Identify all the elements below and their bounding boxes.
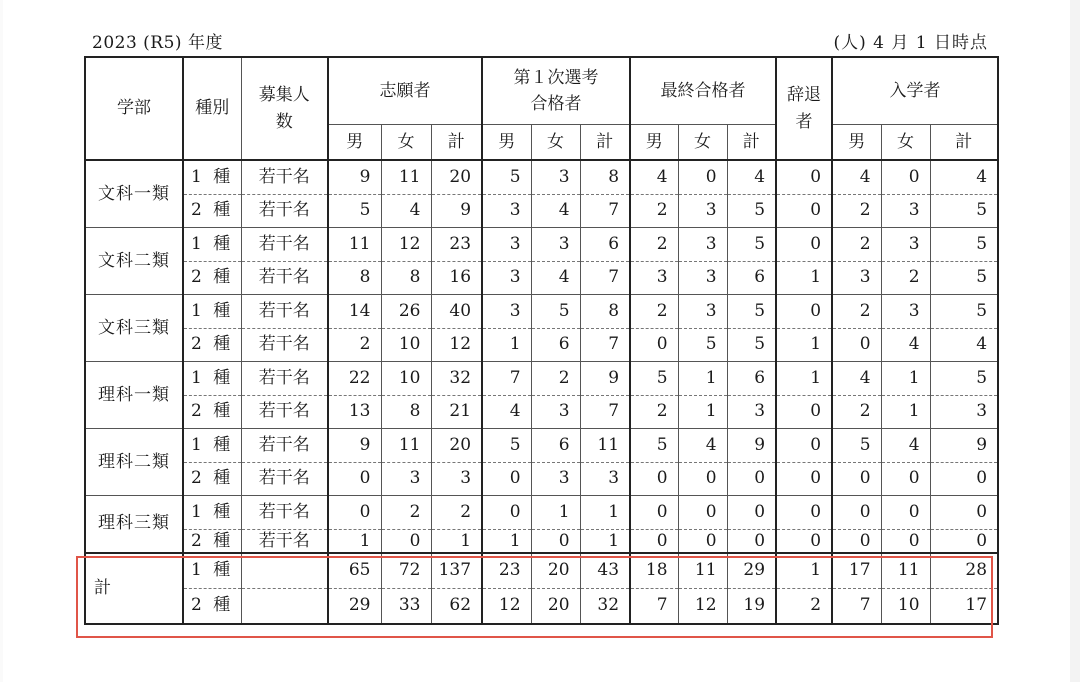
table-row [85, 429, 998, 463]
cell-final-pass-male: 18 [630, 553, 678, 589]
cell-first-pass-male: 5 [482, 160, 531, 194]
cell-final-pass-total: 6 [727, 261, 776, 295]
cell-final-pass-total: 0 [727, 462, 776, 496]
cell-applicants-male: 1 [328, 529, 381, 553]
admissions-table [84, 56, 999, 625]
cell-final-pass-female: 3 [678, 228, 727, 262]
cell-enrolled-male: 2 [832, 395, 881, 429]
cell-enrolled-female: 11 [881, 553, 930, 589]
row-type: 2 種 [183, 395, 241, 429]
subheader-enrolled-total: 計 [930, 125, 998, 161]
cell-declined: 1 [776, 261, 832, 295]
subheader-first-pass-male: 男 [482, 125, 531, 161]
row-type: 2 種 [183, 328, 241, 362]
cell-enrolled-female: 3 [881, 194, 930, 228]
cell-applicants-total: 40 [431, 295, 482, 329]
cell-applicants-female: 2 [381, 496, 431, 530]
cell-final-pass-total: 0 [727, 496, 776, 530]
table-row [85, 261, 998, 295]
cell-enrolled-male: 7 [832, 588, 881, 624]
row-type: 1 種 [183, 553, 241, 589]
cell-first-pass-total: 8 [580, 160, 630, 194]
cell-final-pass-female: 3 [678, 295, 727, 329]
cell-first-pass-female: 20 [531, 588, 580, 624]
cell-applicants-male: 2 [328, 328, 381, 362]
row-type: 2 種 [183, 529, 241, 553]
cell-applicants-female: 33 [381, 588, 431, 624]
fiscal-year-label: 2023 (R5) 年度 [92, 33, 223, 53]
cell-first-pass-male: 4 [482, 395, 531, 429]
cell-first-pass-female: 4 [531, 261, 580, 295]
cell-applicants-male: 13 [328, 395, 381, 429]
row-quota: 若干名 [241, 228, 328, 262]
cell-first-pass-male: 23 [482, 553, 531, 589]
cell-applicants-male: 65 [328, 553, 381, 589]
row-type: 1 種 [183, 160, 241, 194]
cell-enrolled-total: 5 [930, 295, 998, 329]
cell-enrolled-total: 3 [930, 395, 998, 429]
cell-declined: 0 [776, 529, 832, 553]
faculty-name: 文科一類 [85, 160, 183, 228]
cell-enrolled-total: 9 [930, 429, 998, 463]
cell-first-pass-male: 1 [482, 529, 531, 553]
row-quota: 若干名 [241, 529, 328, 553]
cell-applicants-total: 137 [431, 553, 482, 589]
cell-enrolled-female: 2 [881, 261, 930, 295]
cell-enrolled-female: 0 [881, 160, 930, 194]
cell-declined: 1 [776, 328, 832, 362]
cell-first-pass-female: 0 [531, 529, 580, 553]
row-quota: 若干名 [241, 194, 328, 228]
cell-enrolled-male: 0 [832, 496, 881, 530]
cell-final-pass-male: 0 [630, 529, 678, 553]
cell-applicants-total: 23 [431, 228, 482, 262]
cell-first-pass-total: 7 [580, 261, 630, 295]
total-row [85, 553, 998, 589]
faculty-name: 文科二類 [85, 228, 183, 295]
cell-declined: 0 [776, 496, 832, 530]
row-quota: 若干名 [241, 261, 328, 295]
row-quota: 若干名 [241, 496, 328, 530]
row-type: 1 種 [183, 362, 241, 396]
subheader-enrolled-female: 女 [881, 125, 930, 161]
cell-final-pass-female: 1 [678, 362, 727, 396]
subheader-applicants-male: 男 [328, 125, 381, 161]
cell-enrolled-total: 0 [930, 529, 998, 553]
cell-final-pass-total: 5 [727, 295, 776, 329]
row-quota [241, 588, 328, 624]
cell-first-pass-total: 1 [580, 496, 630, 530]
cell-first-pass-male: 0 [482, 462, 531, 496]
cell-first-pass-female: 1 [531, 496, 580, 530]
cell-final-pass-male: 0 [630, 496, 678, 530]
cell-applicants-total: 62 [431, 588, 482, 624]
cell-applicants-male: 0 [328, 462, 381, 496]
cell-first-pass-total: 32 [580, 588, 630, 624]
cell-final-pass-total: 19 [727, 588, 776, 624]
col-header-faculty: 学部 [85, 57, 183, 160]
cell-declined: 0 [776, 395, 832, 429]
cell-declined: 0 [776, 228, 832, 262]
cell-final-pass-female: 0 [678, 160, 727, 194]
cell-applicants-female: 11 [381, 429, 431, 463]
cell-enrolled-male: 4 [832, 160, 881, 194]
table-row [85, 529, 998, 553]
cell-applicants-male: 9 [328, 160, 381, 194]
page-edge-left [0, 0, 3, 682]
row-quota: 若干名 [241, 295, 328, 329]
cell-first-pass-female: 6 [531, 429, 580, 463]
cell-enrolled-total: 4 [930, 160, 998, 194]
cell-enrolled-female: 3 [881, 295, 930, 329]
cell-applicants-male: 9 [328, 429, 381, 463]
table-row [85, 228, 998, 262]
cell-first-pass-male: 1 [482, 328, 531, 362]
col-header-enrolled: 入学者 [832, 57, 998, 125]
row-quota [241, 553, 328, 589]
cell-applicants-total: 9 [431, 194, 482, 228]
cell-final-pass-female: 0 [678, 462, 727, 496]
table-row [85, 462, 998, 496]
table-row [85, 395, 998, 429]
cell-final-pass-female: 0 [678, 529, 727, 553]
cell-final-pass-female: 3 [678, 194, 727, 228]
cell-final-pass-female: 11 [678, 553, 727, 589]
table-row [85, 194, 998, 228]
row-type: 1 種 [183, 295, 241, 329]
cell-applicants-female: 0 [381, 529, 431, 553]
cell-enrolled-male: 2 [832, 194, 881, 228]
cell-declined: 0 [776, 160, 832, 194]
row-type: 2 種 [183, 588, 241, 624]
cell-enrolled-female: 10 [881, 588, 930, 624]
cell-declined: 0 [776, 194, 832, 228]
cell-declined: 1 [776, 362, 832, 396]
cell-final-pass-male: 0 [630, 328, 678, 362]
cell-final-pass-total: 4 [727, 160, 776, 194]
cell-final-pass-total: 29 [727, 553, 776, 589]
cell-declined: 1 [776, 553, 832, 589]
page-edge-right [1070, 0, 1080, 682]
cell-enrolled-female: 0 [881, 529, 930, 553]
cell-applicants-female: 72 [381, 553, 431, 589]
cell-applicants-male: 11 [328, 228, 381, 262]
cell-first-pass-total: 6 [580, 228, 630, 262]
subheader-first-pass-total: 計 [580, 125, 630, 161]
cell-enrolled-male: 5 [832, 429, 881, 463]
cell-enrolled-male: 0 [832, 529, 881, 553]
cell-final-pass-male: 7 [630, 588, 678, 624]
cell-applicants-female: 10 [381, 328, 431, 362]
table-row [85, 295, 998, 329]
subheader-applicants-female: 女 [381, 125, 431, 161]
cell-applicants-male: 8 [328, 261, 381, 295]
subheader-first-pass-female: 女 [531, 125, 580, 161]
col-header-final-pass: 最終合格者 [630, 57, 776, 125]
cell-first-pass-male: 7 [482, 362, 531, 396]
as-of-date-label: (人) 4 月 1 日時点 [833, 33, 988, 53]
cell-applicants-total: 20 [431, 160, 482, 194]
cell-enrolled-total: 5 [930, 362, 998, 396]
row-quota: 若干名 [241, 160, 328, 194]
faculty-name: 理科一類 [85, 362, 183, 429]
cell-first-pass-female: 5 [531, 295, 580, 329]
cell-enrolled-total: 5 [930, 228, 998, 262]
cell-applicants-total: 32 [431, 362, 482, 396]
cell-first-pass-total: 7 [580, 395, 630, 429]
subheader-enrolled-male: 男 [832, 125, 881, 161]
cell-declined: 0 [776, 462, 832, 496]
cell-applicants-male: 14 [328, 295, 381, 329]
cell-final-pass-male: 0 [630, 462, 678, 496]
cell-first-pass-female: 20 [531, 553, 580, 589]
cell-enrolled-total: 0 [930, 462, 998, 496]
cell-final-pass-male: 2 [630, 194, 678, 228]
cell-applicants-female: 4 [381, 194, 431, 228]
cell-applicants-female: 10 [381, 362, 431, 396]
col-header-type: 種別 [183, 57, 241, 160]
cell-enrolled-female: 0 [881, 496, 930, 530]
cell-first-pass-female: 4 [531, 194, 580, 228]
cell-final-pass-male: 2 [630, 395, 678, 429]
cell-final-pass-male: 4 [630, 160, 678, 194]
cell-final-pass-total: 9 [727, 429, 776, 463]
cell-applicants-female: 3 [381, 462, 431, 496]
row-type: 2 種 [183, 261, 241, 295]
cell-applicants-male: 22 [328, 362, 381, 396]
row-type: 2 種 [183, 194, 241, 228]
col-header-applicants: 志願者 [328, 57, 482, 125]
cell-applicants-female: 8 [381, 395, 431, 429]
col-header-first-pass: 第１次選考 合格者 [482, 57, 630, 125]
cell-first-pass-male: 3 [482, 261, 531, 295]
cell-first-pass-total: 11 [580, 429, 630, 463]
subheader-final-pass-female: 女 [678, 125, 727, 161]
cell-enrolled-male: 0 [832, 328, 881, 362]
cell-enrolled-total: 5 [930, 261, 998, 295]
cell-final-pass-male: 5 [630, 429, 678, 463]
total-row [85, 588, 998, 624]
cell-final-pass-total: 5 [727, 328, 776, 362]
cell-final-pass-female: 5 [678, 328, 727, 362]
cell-enrolled-male: 3 [832, 261, 881, 295]
cell-first-pass-male: 3 [482, 295, 531, 329]
cell-first-pass-male: 5 [482, 429, 531, 463]
cell-applicants-female: 12 [381, 228, 431, 262]
cell-final-pass-male: 3 [630, 261, 678, 295]
table-row [85, 160, 998, 194]
cell-applicants-total: 21 [431, 395, 482, 429]
cell-final-pass-male: 2 [630, 295, 678, 329]
subheader-final-pass-male: 男 [630, 125, 678, 161]
cell-first-pass-total: 7 [580, 328, 630, 362]
cell-enrolled-male: 17 [832, 553, 881, 589]
cell-applicants-total: 16 [431, 261, 482, 295]
col-header-declined: 辞退 者 [776, 57, 832, 160]
cell-final-pass-total: 5 [727, 228, 776, 262]
cell-enrolled-male: 0 [832, 462, 881, 496]
cell-applicants-total: 12 [431, 328, 482, 362]
cell-applicants-total: 2 [431, 496, 482, 530]
faculty-name: 理科三類 [85, 496, 183, 553]
row-quota: 若干名 [241, 395, 328, 429]
cell-first-pass-male: 12 [482, 588, 531, 624]
cell-final-pass-female: 12 [678, 588, 727, 624]
cell-first-pass-total: 1 [580, 529, 630, 553]
cell-first-pass-male: 3 [482, 228, 531, 262]
cell-enrolled-male: 4 [832, 362, 881, 396]
cell-first-pass-total: 9 [580, 362, 630, 396]
cell-final-pass-total: 0 [727, 529, 776, 553]
cell-enrolled-female: 4 [881, 429, 930, 463]
cell-applicants-male: 0 [328, 496, 381, 530]
cell-enrolled-male: 2 [832, 295, 881, 329]
cell-first-pass-total: 43 [580, 553, 630, 589]
cell-declined: 0 [776, 429, 832, 463]
table-row [85, 328, 998, 362]
cell-first-pass-total: 7 [580, 194, 630, 228]
cell-first-pass-total: 3 [580, 462, 630, 496]
row-quota: 若干名 [241, 429, 328, 463]
total-label: 計 [85, 553, 183, 624]
cell-enrolled-female: 4 [881, 328, 930, 362]
cell-applicants-male: 5 [328, 194, 381, 228]
row-type: 1 種 [183, 228, 241, 262]
col-header-quota: 募集人 数 [241, 57, 328, 160]
cell-first-pass-female: 6 [531, 328, 580, 362]
cell-final-pass-female: 1 [678, 395, 727, 429]
row-type: 1 種 [183, 496, 241, 530]
cell-applicants-total: 20 [431, 429, 482, 463]
cell-enrolled-female: 0 [881, 462, 930, 496]
cell-final-pass-female: 4 [678, 429, 727, 463]
row-quota: 若干名 [241, 328, 328, 362]
cell-first-pass-female: 2 [531, 362, 580, 396]
cell-final-pass-female: 0 [678, 496, 727, 530]
row-type: 2 種 [183, 462, 241, 496]
cell-enrolled-total: 5 [930, 194, 998, 228]
subheader-final-pass-total: 計 [727, 125, 776, 161]
cell-enrolled-total: 28 [930, 553, 998, 589]
row-quota: 若干名 [241, 362, 328, 396]
row-type: 1 種 [183, 429, 241, 463]
cell-applicants-female: 11 [381, 160, 431, 194]
cell-enrolled-female: 1 [881, 362, 930, 396]
cell-final-pass-male: 5 [630, 362, 678, 396]
cell-first-pass-male: 3 [482, 194, 531, 228]
cell-first-pass-total: 8 [580, 295, 630, 329]
cell-applicants-total: 1 [431, 529, 482, 553]
cell-declined: 2 [776, 588, 832, 624]
cell-enrolled-total: 0 [930, 496, 998, 530]
cell-final-pass-female: 3 [678, 261, 727, 295]
cell-enrolled-male: 2 [832, 228, 881, 262]
cell-final-pass-male: 2 [630, 228, 678, 262]
cell-applicants-male: 29 [328, 588, 381, 624]
cell-first-pass-male: 0 [482, 496, 531, 530]
cell-final-pass-total: 6 [727, 362, 776, 396]
subheader-applicants-total: 計 [431, 125, 482, 161]
cell-applicants-total: 3 [431, 462, 482, 496]
cell-first-pass-female: 3 [531, 228, 580, 262]
cell-applicants-female: 26 [381, 295, 431, 329]
cell-first-pass-female: 3 [531, 462, 580, 496]
cell-enrolled-female: 1 [881, 395, 930, 429]
cell-declined: 0 [776, 295, 832, 329]
cell-enrolled-female: 3 [881, 228, 930, 262]
table-row [85, 496, 998, 530]
cell-first-pass-female: 3 [531, 160, 580, 194]
cell-applicants-female: 8 [381, 261, 431, 295]
cell-enrolled-total: 4 [930, 328, 998, 362]
row-quota: 若干名 [241, 462, 328, 496]
table-row [85, 362, 998, 396]
cell-final-pass-total: 3 [727, 395, 776, 429]
cell-first-pass-female: 3 [531, 395, 580, 429]
faculty-name: 理科二類 [85, 429, 183, 496]
faculty-name: 文科三類 [85, 295, 183, 362]
cell-final-pass-total: 5 [727, 194, 776, 228]
cell-enrolled-total: 17 [930, 588, 998, 624]
